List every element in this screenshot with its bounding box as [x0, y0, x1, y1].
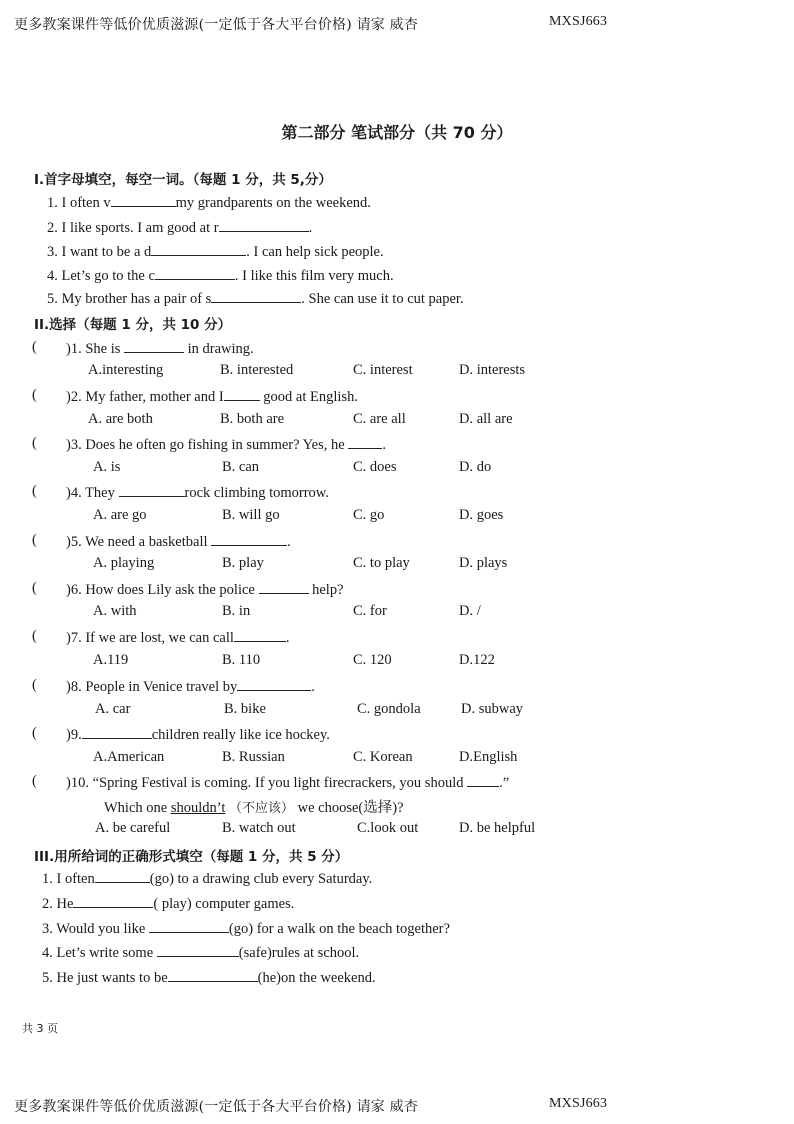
s3-item-1-text-a: 1. I often	[42, 871, 95, 887]
q8-option-b[interactable]: B. bike	[224, 701, 266, 717]
answer-paren[interactable]: (	[32, 773, 37, 789]
q9-option-b[interactable]: B. Russian	[222, 749, 285, 765]
page-title: 第二部分 笔试部分（共 70 分）	[281, 123, 513, 142]
s1-item-4-text-a: 4. Let’s go to the c	[47, 268, 155, 284]
q10-option-a[interactable]: A. be careful	[95, 820, 171, 836]
q9-post: children really like ice hockey.	[151, 727, 330, 743]
q7-option-b[interactable]: B. 110	[222, 652, 261, 668]
q3-post: .	[382, 437, 386, 453]
answer-blank	[224, 387, 260, 401]
q2-option-d[interactable]: D. all are	[459, 411, 513, 427]
page-count: 共 3 页	[22, 1022, 58, 1035]
s3-item-4-text-a: 4. Let’s write some	[42, 945, 154, 961]
answer-blank[interactable]	[155, 266, 235, 280]
s1-item-5-text-b: . She can use it to cut paper.	[301, 291, 464, 307]
answer-paren[interactable]: (	[32, 339, 37, 355]
s3-item-2-text-b: ( play) computer games.	[153, 896, 295, 912]
s1-item-3-text-a: 3. I want to be a d	[47, 244, 152, 260]
s1-item-1-text-b: my grandparents on the weekend.	[175, 195, 371, 211]
s3-item-4-text-b: (safe)rules at school.	[238, 945, 360, 961]
q8-post: .	[311, 679, 315, 695]
q1-option-c[interactable]: C. interest	[353, 362, 413, 378]
q9-option-a[interactable]: A.American	[93, 749, 165, 765]
answer-blank	[467, 773, 499, 787]
s1-item-4	[47, 266, 394, 285]
s3-item-1	[42, 869, 372, 888]
answer-blank	[82, 725, 152, 739]
s1-item-5	[47, 289, 464, 308]
q6-option-b[interactable]: B. in	[222, 603, 251, 619]
footer-promo-text: 更多教案课件等低价优质滋源(一定低于各大平台价格) 请家 威杏	[14, 1099, 419, 1115]
answer-blank[interactable]	[168, 968, 258, 982]
q1-pre: )1. She is	[66, 341, 121, 357]
s3-item-2-text-a: 2. He	[42, 896, 74, 912]
q7-stem	[66, 628, 290, 647]
answer-blank	[119, 483, 185, 497]
answer-blank	[234, 628, 286, 642]
s1-item-3	[47, 242, 384, 261]
q4-option-d[interactable]: D. goes	[459, 507, 504, 523]
q4-pre: )4. They	[66, 485, 115, 501]
s1-item-1	[47, 193, 371, 212]
s3-item-3	[42, 919, 450, 938]
footer-promo-bar	[14, 1096, 608, 1116]
q7-option-a[interactable]: A.119	[93, 652, 129, 668]
q10-stem	[66, 773, 509, 792]
q8-pre: )8. People in Venice travel by	[66, 679, 238, 695]
q9-stem	[66, 725, 330, 744]
answer-blank[interactable]	[73, 894, 153, 908]
header-code: MXSJ663	[549, 14, 608, 29]
answer-blank[interactable]	[151, 242, 246, 256]
s1-item-2-text-a: 2. I like sports. I am good at r	[47, 220, 219, 236]
s1-item-5-text-a: 5. My brother has a pair of s	[47, 291, 212, 307]
q6-post: help?	[312, 582, 344, 598]
s3-item-5-text-b: (he)on the weekend.	[257, 970, 376, 986]
answer-blank	[124, 339, 184, 353]
s3-item-2	[42, 894, 294, 913]
q1-stem	[66, 339, 254, 358]
q1-option-b[interactable]: B. interested	[220, 362, 294, 378]
q1-option-d[interactable]: D. interests	[459, 362, 526, 378]
q3-option-d[interactable]: D. do	[459, 459, 492, 475]
q5-stem	[66, 532, 291, 551]
q2-option-b[interactable]: B. both are	[220, 411, 285, 427]
q4-option-b[interactable]: B. will go	[222, 507, 280, 523]
q4-post: rock climbing tomorrow.	[184, 485, 329, 501]
q2-stem	[66, 387, 358, 406]
section-2-heading: II.选择（每题 1 分，共 10 分）	[34, 317, 232, 333]
answer-paren[interactable]: (	[32, 483, 37, 499]
q10-pre: )10. “Spring Festival is coming. If you light firecrackers, you should	[66, 775, 464, 791]
q6-stem	[66, 580, 344, 599]
q2-post: good at English.	[263, 389, 358, 405]
answer-paren[interactable]: (	[32, 387, 37, 403]
q5-option-d[interactable]: D. plays	[459, 555, 508, 571]
q3-option-b[interactable]: B. can	[222, 459, 260, 475]
answer-paren[interactable]: (	[32, 725, 37, 741]
q1-option-a[interactable]: A.interesting	[88, 362, 164, 378]
q2-pre: )2. My father, mother and I	[66, 389, 224, 405]
answer-blank[interactable]	[95, 869, 150, 883]
q7-post: .	[285, 630, 290, 646]
answer-blank[interactable]	[157, 943, 239, 957]
q6-pre: )6. How does Lily ask the police	[66, 582, 255, 598]
answer-paren[interactable]: (	[32, 580, 37, 596]
s1-item-4-text-b: . I like this film very much.	[234, 268, 394, 284]
q10-option-c[interactable]: C.look out	[357, 820, 419, 836]
q5-option-b[interactable]: B. play	[222, 555, 264, 571]
q3-pre: )3. Does he often go fishing in summer? Yes, he	[66, 437, 345, 453]
q6-option-d[interactable]: D. /	[459, 603, 481, 619]
answer-paren[interactable]: (	[32, 677, 37, 693]
s3-item-5-text-a: 5. He just wants to be	[42, 970, 168, 986]
q8-option-d[interactable]: D. subway	[461, 701, 524, 717]
q6-option-a[interactable]: A. with	[93, 603, 137, 619]
answer-blank	[259, 580, 309, 594]
q3-option-c[interactable]: C. does	[353, 459, 397, 475]
s1-item-3-text-b: . I can help sick people.	[246, 244, 384, 260]
q7-pre: )7. If we are lost, we can call	[66, 630, 234, 646]
q2-option-c[interactable]: C. are all	[353, 411, 406, 427]
q7-option-c[interactable]: C. 120	[353, 652, 392, 668]
q3-option-a[interactable]: A. is	[93, 459, 121, 475]
s3-item-1-text-b: (go) to a drawing club every Saturday.	[149, 871, 373, 887]
q9-pre: )9.	[66, 727, 82, 743]
q3-stem	[66, 435, 386, 454]
q2-option-a[interactable]: A. are both	[88, 411, 153, 427]
q4-option-a[interactable]: A. are go	[93, 507, 147, 523]
q10-sub-cn: （不应该）	[229, 801, 295, 816]
s1-item-1-text-a: 1. I often v	[47, 195, 111, 211]
s1-item-2-text-b: .	[308, 220, 313, 236]
q10-post: .”	[499, 775, 510, 791]
q4-stem	[66, 483, 329, 502]
answer-paren[interactable]: (	[32, 532, 37, 548]
answer-paren[interactable]: (	[32, 628, 37, 644]
section-3-heading: III.用所给词的正确形式填空（每题 1 分，共 5 分）	[34, 849, 349, 865]
header-promo-bar	[14, 14, 608, 34]
s3-item-3-text-b: (go) for a walk on the beach together?	[228, 921, 450, 937]
answer-blank[interactable]	[149, 919, 229, 933]
q10-option-b[interactable]: B. watch out	[222, 820, 296, 836]
s3-item-5	[42, 968, 376, 987]
q5-post: .	[287, 534, 291, 550]
answer-blank	[237, 677, 311, 691]
answer-blank[interactable]	[219, 218, 309, 232]
q9-option-d[interactable]: D.English	[459, 749, 518, 765]
answer-blank[interactable]	[111, 193, 176, 207]
footer-code: MXSJ663	[549, 1096, 608, 1111]
q4-option-c[interactable]: C. go	[353, 507, 385, 523]
q10-subline	[104, 796, 404, 817]
q6-option-c[interactable]: C. for	[353, 603, 387, 619]
q9-option-c[interactable]: C. Korean	[353, 749, 413, 765]
q1-post: in drawing.	[187, 341, 254, 357]
s3-item-3-text-a: 3. Would you like	[42, 921, 146, 937]
q5-option-c[interactable]: C. to play	[353, 555, 410, 571]
s3-item-4	[42, 943, 359, 962]
answer-blank[interactable]	[211, 289, 301, 303]
q10-sub-shouldnt: shouldn’t	[170, 800, 226, 816]
q8-option-c[interactable]: C. gondola	[357, 701, 421, 717]
q8-stem	[66, 677, 315, 696]
q5-pre: )5. We need a basketball	[66, 534, 208, 550]
answer-blank	[348, 435, 382, 449]
q10-sub-d: we choose(选择)?	[297, 800, 404, 816]
q8-option-a[interactable]: A. car	[95, 701, 131, 717]
q5-option-a[interactable]: A. playing	[93, 555, 155, 571]
answer-paren[interactable]: (	[32, 435, 37, 451]
header-promo-text: 更多教案课件等低价优质滋源(一定低于各大平台价格) 请家 威杏	[14, 17, 419, 33]
q7-option-d[interactable]: D.122	[459, 652, 495, 668]
section-1-heading: I.首字母填空，每空一词。（每题 1 分，共 5,分）	[34, 172, 332, 188]
s1-item-2	[47, 218, 312, 237]
q10-option-d[interactable]: D. be helpful	[459, 820, 536, 836]
answer-blank	[211, 532, 287, 546]
q10-sub-a: Which one	[104, 800, 168, 816]
